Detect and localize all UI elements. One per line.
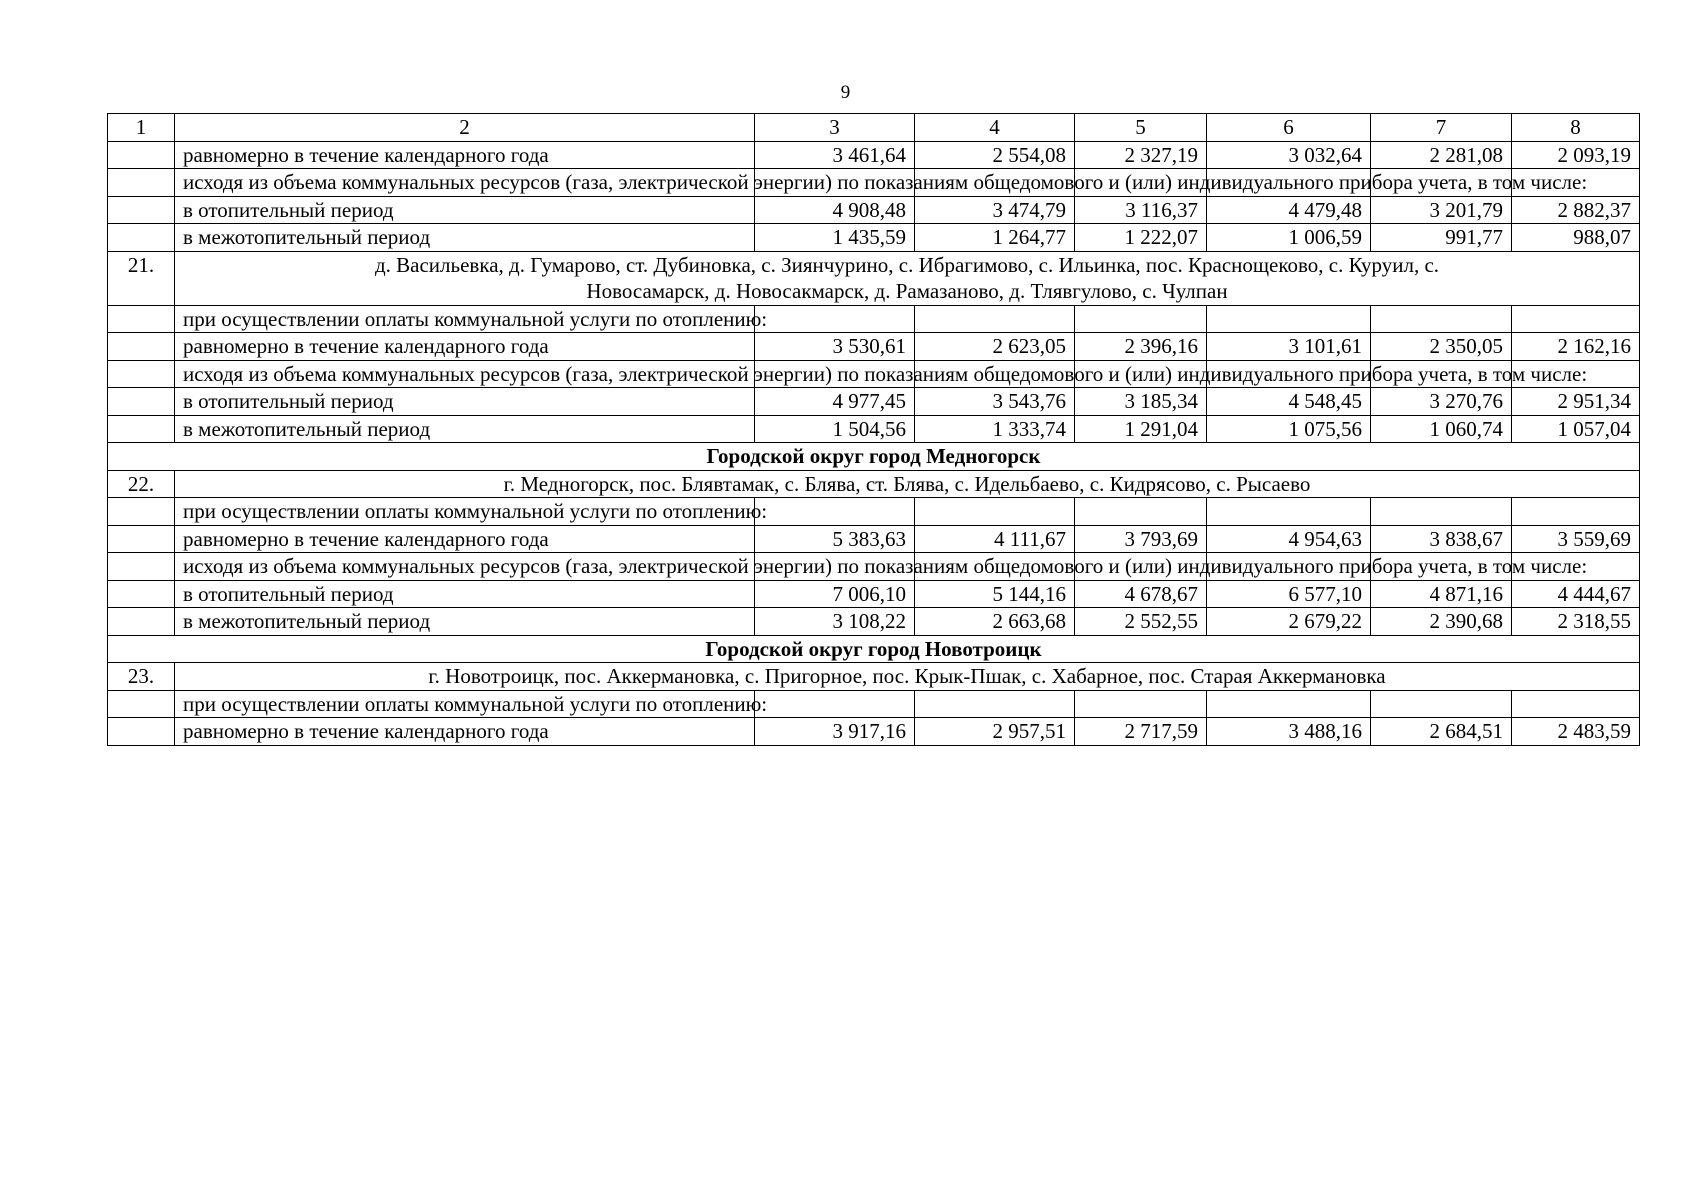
value-cell-col3: 3 461,64 <box>755 141 915 169</box>
row-number-cell: 21. <box>108 251 175 305</box>
column-number-row <box>108 114 1640 142</box>
locality-row <box>108 470 1640 498</box>
region-heading: Городской округ город Новотроицк <box>108 635 1640 663</box>
table-row <box>108 224 1640 252</box>
row-number-cell <box>108 525 175 553</box>
region-heading-row <box>108 635 1640 663</box>
row-number-cell <box>108 415 175 443</box>
value-cell-col7: 2 281,08 <box>1371 141 1512 169</box>
row-description: в отопительный период <box>175 580 755 608</box>
table-body <box>108 114 1640 746</box>
locality-row <box>108 251 1640 305</box>
table-row <box>108 718 1640 746</box>
row-number-cell <box>108 360 175 388</box>
row-number-cell <box>108 553 175 581</box>
locality-row <box>108 663 1640 691</box>
value-cell-col3: 3 917,16 <box>755 718 915 746</box>
column-number: 4 <box>915 114 1075 142</box>
value-cell-col6: 3 032,64 <box>1207 141 1371 169</box>
row-description: равномерно в течение календарного года <box>175 525 755 553</box>
value-cell-col4 <box>915 498 1075 526</box>
row-number-cell <box>108 169 175 197</box>
value-cell-col7: 1 060,74 <box>1371 415 1512 443</box>
value-cell-col8: 2 093,19 <box>1512 141 1640 169</box>
row-number-cell <box>108 305 175 333</box>
value-cell-col6: 4 954,63 <box>1207 525 1371 553</box>
value-cell-col3: 1 504,56 <box>755 415 915 443</box>
column-number: 7 <box>1371 114 1512 142</box>
row-number-cell <box>108 580 175 608</box>
value-cell-col7: 4 871,16 <box>1371 580 1512 608</box>
value-cell-col3: 4 977,45 <box>755 388 915 416</box>
region-heading-row <box>108 443 1640 471</box>
value-cell-col7 <box>1371 498 1512 526</box>
value-cell-col4: 3 543,76 <box>915 388 1075 416</box>
value-cell-col7: 2 350,05 <box>1371 333 1512 361</box>
value-cell-col5: 2 327,19 <box>1075 141 1207 169</box>
row-description: при осуществлении оплаты коммунальной услуги по отоплению: <box>175 690 755 718</box>
value-cell-col8: 2 483,59 <box>1512 718 1640 746</box>
value-cell-col8 <box>1512 305 1640 333</box>
table-row <box>108 608 1640 636</box>
value-cell-col4: 1 333,74 <box>915 415 1075 443</box>
value-cell-col3: 3 108,22 <box>755 608 915 636</box>
value-cell-col8 <box>1512 498 1640 526</box>
table-row <box>108 196 1640 224</box>
value-cell-col4 <box>915 690 1075 718</box>
value-cell-col3 <box>755 305 915 333</box>
value-cell-col6: 4 479,48 <box>1207 196 1371 224</box>
row-description: при осуществлении оплаты коммунальной услуги по отоплению: <box>175 305 755 333</box>
row-description: равномерно в течение календарного года <box>175 141 755 169</box>
value-cell-col8: 3 559,69 <box>1512 525 1640 553</box>
row-number-cell <box>108 141 175 169</box>
value-cell-col5: 3 116,37 <box>1075 196 1207 224</box>
row-description: при осуществлении оплаты коммунальной услуги по отоплению: <box>175 498 755 526</box>
value-cell-col7: 2 684,51 <box>1371 718 1512 746</box>
table-row <box>108 169 1640 197</box>
locality-list: г. Новотроицк, пос. Аккермановка, с. Пригорное, пос. Крык-Пшак, с. Хабарное, пос. Старая Аккермановка <box>175 663 1640 691</box>
value-cell-col8: 2 882,37 <box>1512 196 1640 224</box>
value-cell-col5 <box>1075 305 1207 333</box>
value-cell-col4: 5 144,16 <box>915 580 1075 608</box>
value-cell-col7 <box>1371 305 1512 333</box>
region-heading: Городской округ город Медногорск <box>108 443 1640 471</box>
value-cell-col8: 1 057,04 <box>1512 415 1640 443</box>
value-cell-col5 <box>1075 690 1207 718</box>
column-number: 5 <box>1075 114 1207 142</box>
value-cell-col5: 1 222,07 <box>1075 224 1207 252</box>
value-cell-col5: 3 793,69 <box>1075 525 1207 553</box>
row-description: равномерно в течение календарного года <box>175 718 755 746</box>
value-cell-col6: 1 075,56 <box>1207 415 1371 443</box>
locality-list: г. Медногорск, пос. Блявтамак, с. Блява, ст. Блява, с. Идельбаево, с. Кидрясово, с. Рысаево <box>175 470 1640 498</box>
value-cell-col3: 3 530,61 <box>755 333 915 361</box>
table-row <box>108 141 1640 169</box>
value-cell-col8: 2 318,55 <box>1512 608 1640 636</box>
table-row <box>108 388 1640 416</box>
table-row <box>108 525 1640 553</box>
value-cell-col5: 2 717,59 <box>1075 718 1207 746</box>
table-row <box>108 333 1640 361</box>
value-cell-col4: 4 111,67 <box>915 525 1075 553</box>
value-cell-col4: 2 663,68 <box>915 608 1075 636</box>
value-cell-col6: 4 548,45 <box>1207 388 1371 416</box>
value-cell-col7: 2 390,68 <box>1371 608 1512 636</box>
row-number-cell <box>108 196 175 224</box>
value-cell-col5: 2 552,55 <box>1075 608 1207 636</box>
value-cell-col4 <box>915 305 1075 333</box>
value-cell-col3: 1 435,59 <box>755 224 915 252</box>
value-cell-col5: 3 185,34 <box>1075 388 1207 416</box>
row-description: в межотопительный период <box>175 224 755 252</box>
row-description: исходя из объема коммунальных ресурсов (газа, электрической энергии) по показаниям общедомового и (или) индивидуального прибора учета, в том числе: <box>175 169 755 197</box>
value-cell-col4: 1 264,77 <box>915 224 1075 252</box>
value-cell-col7: 3 838,67 <box>1371 525 1512 553</box>
value-cell-col3: 5 383,63 <box>755 525 915 553</box>
row-description: исходя из объема коммунальных ресурсов (газа, электрической энергии) по показаниям общедомового и (или) индивидуального прибора учета, в том числе: <box>175 360 755 388</box>
row-number-cell <box>108 690 175 718</box>
value-cell-col6: 3 488,16 <box>1207 718 1371 746</box>
value-cell-col8: 4 444,67 <box>1512 580 1640 608</box>
row-description: в отопительный период <box>175 196 755 224</box>
value-cell-col6: 2 679,22 <box>1207 608 1371 636</box>
value-cell-col3: 4 908,48 <box>755 196 915 224</box>
value-cell-col5: 4 678,67 <box>1075 580 1207 608</box>
value-cell-col4: 2 554,08 <box>915 141 1075 169</box>
row-description: равномерно в течение календарного года <box>175 333 755 361</box>
row-description: в межотопительный период <box>175 415 755 443</box>
column-number: 3 <box>755 114 915 142</box>
locality-list: д. Васильевка, д. Гумарово, ст. Дубиновка, с. Зиянчурино, с. Ибрагимово, с. Ильинка, пос. Краснощеково, с. Куруил, с. Новосамарск, д. Новосакмарск, д. Рамазаново, д. Тлявгулово, с. Чулпан <box>175 251 1640 305</box>
value-cell-col7: 3 201,79 <box>1371 196 1512 224</box>
value-cell-col6 <box>1207 498 1371 526</box>
table-row <box>108 553 1640 581</box>
value-cell-col6 <box>1207 305 1371 333</box>
value-cell-col7: 3 270,76 <box>1371 388 1512 416</box>
row-description: в отопительный период <box>175 388 755 416</box>
row-number-cell <box>108 498 175 526</box>
row-number-cell: 23. <box>108 663 175 691</box>
value-cell-col5: 1 291,04 <box>1075 415 1207 443</box>
value-cell-col5 <box>1075 498 1207 526</box>
value-cell-col7: 991,77 <box>1371 224 1512 252</box>
column-number: 2 <box>175 114 755 142</box>
column-number: 1 <box>108 114 175 142</box>
row-number-cell <box>108 718 175 746</box>
value-cell-col8: 2 162,16 <box>1512 333 1640 361</box>
table-row <box>108 305 1640 333</box>
value-cell-col6: 1 006,59 <box>1207 224 1371 252</box>
value-cell-col3: 7 006,10 <box>755 580 915 608</box>
value-cell-col5: 2 396,16 <box>1075 333 1207 361</box>
table-row <box>108 690 1640 718</box>
value-cell-col6 <box>1207 690 1371 718</box>
table-row <box>108 498 1640 526</box>
value-cell-col8: 2 951,34 <box>1512 388 1640 416</box>
row-description: исходя из объема коммунальных ресурсов (газа, электрической энергии) по показаниям общедомового и (или) индивидуального прибора учета, в том числе: <box>175 553 755 581</box>
value-cell-col3 <box>755 690 915 718</box>
row-number-cell: 22. <box>108 470 175 498</box>
row-number-cell <box>108 333 175 361</box>
table-row <box>108 360 1640 388</box>
value-cell-col4: 2 623,05 <box>915 333 1075 361</box>
value-cell-col8: 988,07 <box>1512 224 1640 252</box>
column-number: 8 <box>1512 114 1640 142</box>
row-number-cell <box>108 608 175 636</box>
tariff-table <box>107 113 1640 746</box>
value-cell-col4: 3 474,79 <box>915 196 1075 224</box>
value-cell-col3 <box>755 498 915 526</box>
column-number: 6 <box>1207 114 1371 142</box>
row-description: в межотопительный период <box>175 608 755 636</box>
value-cell-col6: 6 577,10 <box>1207 580 1371 608</box>
table-row <box>108 580 1640 608</box>
value-cell-col4: 2 957,51 <box>915 718 1075 746</box>
value-cell-col6: 3 101,61 <box>1207 333 1371 361</box>
row-number-cell <box>108 388 175 416</box>
value-cell-col8 <box>1512 690 1640 718</box>
table-row <box>108 415 1640 443</box>
row-number-cell <box>108 224 175 252</box>
page-number: 9 <box>840 82 851 103</box>
value-cell-col7 <box>1371 690 1512 718</box>
